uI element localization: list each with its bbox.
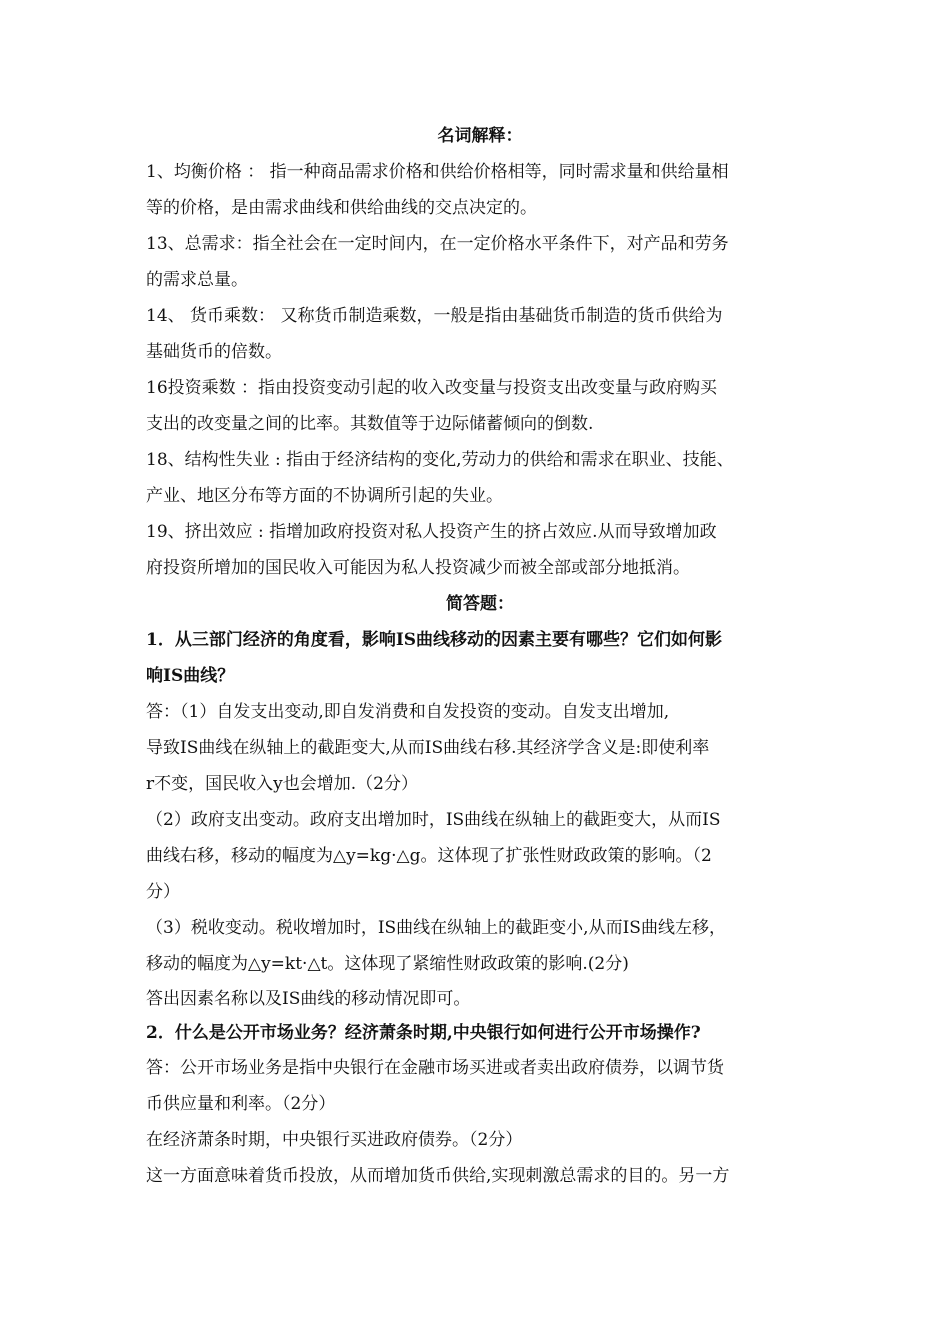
question-1-line: 1．从三部门经济的角度看，影响IS曲线移动的因素主要有哪些？它们如何影 <box>146 630 723 650</box>
answer-1-line: （3）税收变动。税收增加时，IS曲线在纵轴上的截距变小,从而IS曲线左移， <box>146 918 726 938</box>
answer-2-line: 在经济萧条时期，中央银行买进政府债券。（2分） <box>146 1130 523 1150</box>
answer-1-line: 答出因素名称以及IS曲线的移动情况即可。 <box>146 989 471 1009</box>
answer-2-line: 币供应量和利率。（2分） <box>146 1094 336 1114</box>
definition-line: 16投资乘数 ：指由投资变动引起的收入改变量与投资支出改变量与政府购买 <box>146 378 718 398</box>
definitions-heading: 名词解释： <box>437 126 523 146</box>
definition-line: 14、 货币乘数： 又称货币制造乘数，一般是指由基础货币制造的货币供给为 <box>146 306 723 326</box>
answer-1-line: 答：（1）自发支出变动,即自发消费和自发投资的变动。自发支出增加, <box>146 702 670 722</box>
definition-line: 的需求总量。 <box>146 270 248 290</box>
question-2-line: 2．什么是公开市场业务？经济萧条时期,中央银行如何进行公开市场操作? <box>146 1023 701 1043</box>
short-answers-heading: 简答题： <box>446 594 514 614</box>
answer-2-line: 这一方面意味着货币投放，从而增加货币供给,实现刺激总需求的目的。另一方 <box>146 1166 730 1186</box>
document-page <box>146 118 814 1194</box>
definition-line: 1、均衡价格 ： 指一种商品需求价格和供给价格相等，同时需求量和供给量相 <box>146 162 729 182</box>
definition-line: 产业、地区分布等方面的不协调所引起的失业。 <box>146 486 503 506</box>
answer-1-line: 移动的幅度为△y=kt·△t。这体现了紧缩性财政政策的影响.(2分) <box>146 954 629 974</box>
definition-line: 支出的改变量之间的比率。其数值等于边际储蓄倾向的倒数. <box>146 414 594 434</box>
definition-line: 等的价格，是由需求曲线和供给曲线的交点决定的。 <box>146 198 537 218</box>
definition-line: 19、挤出效应 : 指增加政府投资对私人投资产生的挤占效应.从而导致增加政 <box>146 522 717 542</box>
answer-1-line: r不变，国民收入y也会增加.（2分） <box>146 774 418 794</box>
answer-2-line: 答：公开市场业务是指中央银行在金融市场买进或者卖出政府债券，以调节货 <box>146 1058 724 1078</box>
definition-line: 基础货币的倍数。 <box>146 342 282 362</box>
definition-line: 13、总需求：指全社会在一定时间内，在一定价格水平条件下，对产品和劳务 <box>146 234 729 254</box>
answer-1-line: 曲线右移，移动的幅度为△y=kg·△g。这体现了扩张性财政政策的影响。（2 <box>146 846 712 866</box>
definition-line: 府投资所增加的国民收入可能因为私人投资减少而被全部或部分地抵消。 <box>146 558 690 578</box>
answer-1-line: （2）政府支出变动。政府支出增加时，IS曲线在纵轴上的截距变大，从而IS <box>146 810 721 830</box>
answer-1-line: 分） <box>146 882 180 902</box>
answer-1-line: 导致IS曲线在纵轴上的截距变大,从而IS曲线右移.其经济学含义是:即使利率 <box>146 738 710 758</box>
definition-line: 18、结构性失业 : 指由于经济结构的变化,劳动力的供给和需求在职业、技能、 <box>146 450 734 470</box>
question-1-line: 响IS曲线？ <box>146 666 235 686</box>
